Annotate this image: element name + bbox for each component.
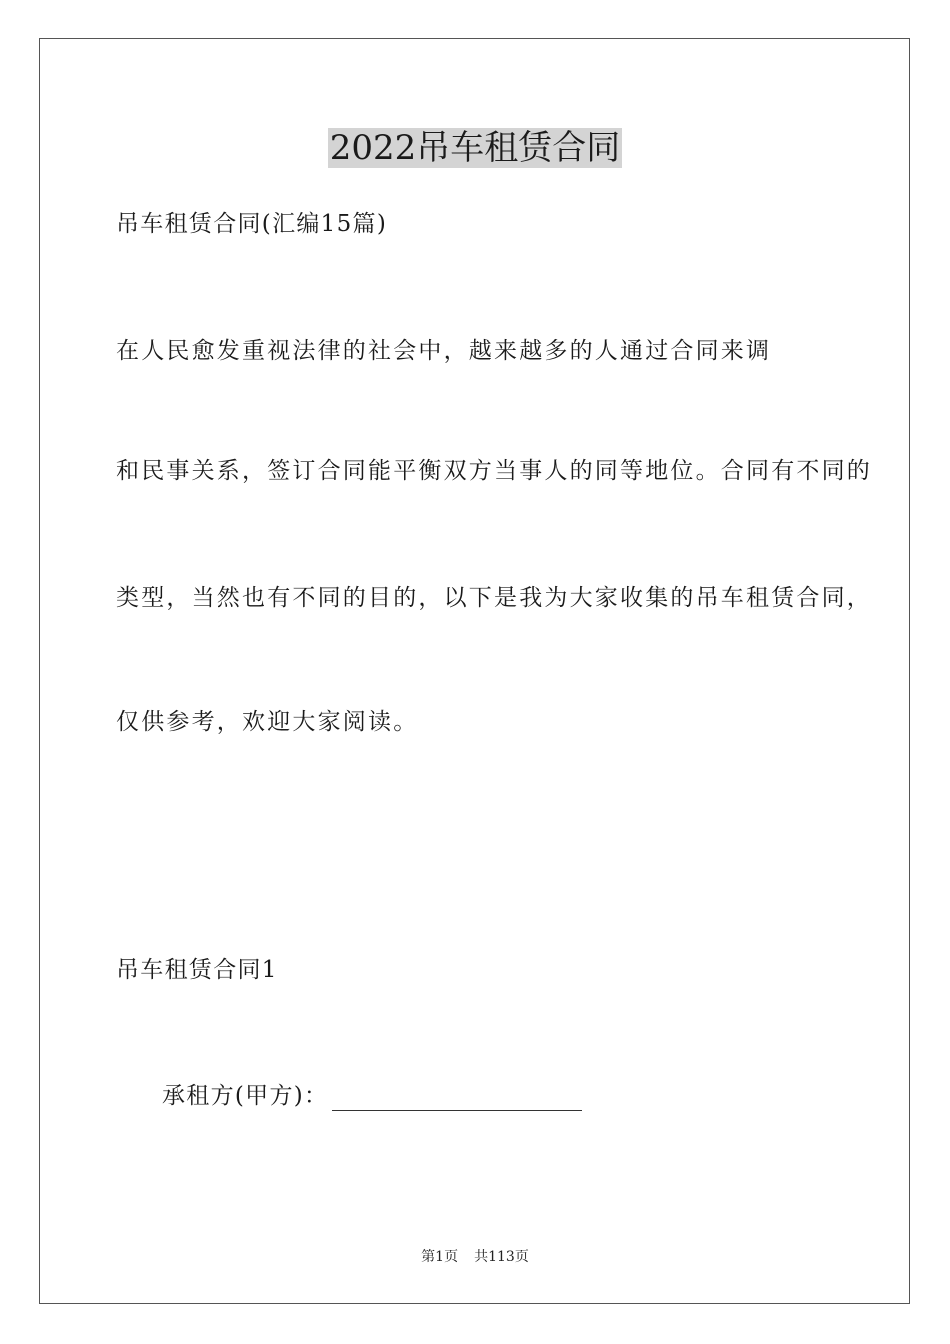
intro-line-3: 类型，当然也有不同的目的，以下是我为大家收集的吊车租赁合同， — [116, 585, 872, 611]
page-footer — [0, 1247, 950, 1267]
intro-line-4: 仅供参考，欢迎大家阅读。 — [116, 709, 419, 735]
page-number-current: 第1页 — [421, 1249, 459, 1265]
section-heading: 吊车租赁合同1 — [116, 957, 278, 983]
document-title-text: 2022吊车租赁合同 — [329, 128, 621, 168]
lessee-blank-line — [332, 1086, 582, 1111]
intro-line-1: 在人民愈发重视法律的社会中，越来越多的人通过合同来调 — [116, 338, 772, 364]
lessee-field-row — [162, 1081, 582, 1111]
lessee-label: 承租方(甲方)： — [162, 1083, 329, 1109]
intro-line-2: 和民事关系，签订合同能平衡双方当事人的同等地位。合同有不同的 — [116, 458, 872, 484]
page-number-total: 共113页 — [474, 1249, 529, 1265]
document-title — [0, 126, 950, 170]
document-subtitle: 吊车租赁合同(汇编15篇) — [116, 211, 388, 237]
